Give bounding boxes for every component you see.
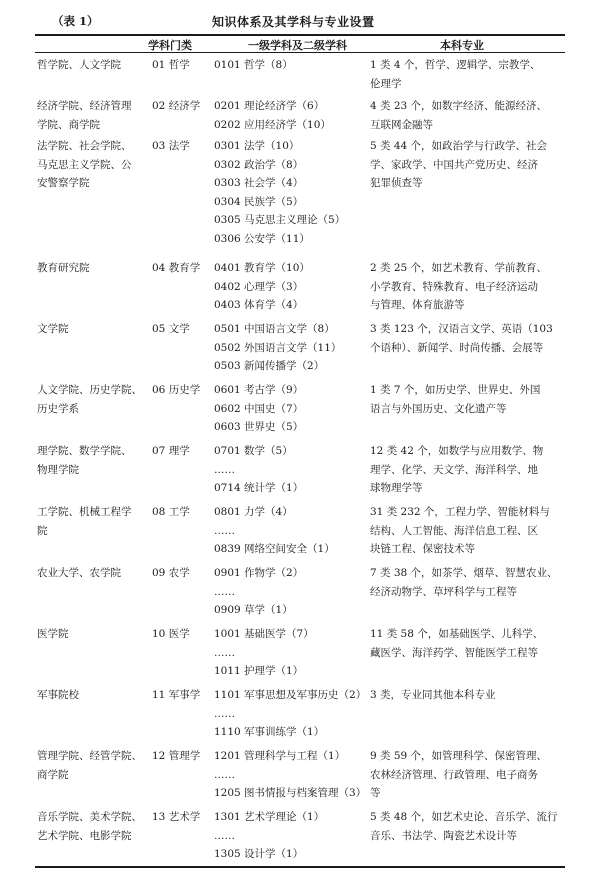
table-bottom-rule — [35, 866, 565, 868]
subjects-cell — [214, 259, 366, 315]
subjects-cell-line: 1110 军事训练学（1） — [214, 726, 325, 738]
subjects-cell-line: 0839 网络空间安全（1） — [214, 543, 335, 555]
majors-cell-line: 1 类 4 个，哲学、逻辑学、宗教学、 — [370, 59, 541, 71]
category-cell: 02 经济学 — [152, 100, 201, 112]
subjects-cell-line: 0502 外国语言文学（11） — [214, 341, 342, 354]
college-cell-line: 马克思主义学院、公 — [37, 158, 132, 171]
majors-cell — [370, 137, 563, 193]
subjects-cell-line: …… — [214, 829, 235, 842]
college-cell-line: 音乐学院、美术学院、 — [37, 811, 142, 823]
subjects-cell-line: 0305 马克思主义理论（5） — [214, 214, 346, 226]
college-cell — [37, 56, 145, 75]
subjects-cell-line: 0801 力学（4） — [214, 506, 293, 518]
category-cell: 10 医学 — [152, 628, 190, 640]
majors-cell-line: 4 类 23 个，如数字经济、能源经济、 — [370, 100, 548, 112]
majors-cell-line: 语言与外国历史、文化遗产等 — [370, 402, 507, 415]
subjects-cell-line: 0201 理论经济学（6） — [214, 100, 325, 112]
college-cell — [37, 625, 145, 644]
majors-cell-line: 3 类 123 个，汉语言文学、英语（103 — [370, 323, 553, 335]
category-cell: 01 哲学 — [152, 59, 190, 71]
majors-cell-line: 理学、化学、天文学、海洋科学、地 — [370, 463, 538, 476]
category-cell: 09 农学 — [152, 567, 190, 579]
majors-cell-line: 农林经济管理、行政管理、电子商务 — [370, 768, 538, 781]
table-header-rule — [35, 52, 565, 53]
majors-cell-line: 结构、人工智能、海洋信息工程、区 — [370, 524, 538, 537]
majors-cell-line: 11 类 58 个，如基础医学、儿科学、 — [370, 628, 544, 640]
majors-cell-line: 31 类 232 个，工程力学、智能材料与 — [370, 506, 550, 518]
majors-cell — [370, 97, 563, 134]
subjects-cell — [214, 747, 366, 803]
majors-cell-line: 2 类 25 个，如艺术教育、学前教育、 — [370, 262, 548, 274]
subjects-cell — [214, 137, 366, 248]
majors-cell — [370, 686, 563, 705]
college-cell — [37, 259, 145, 278]
college-cell — [37, 442, 145, 479]
college-cell-line: 经济学院、经济管理 — [37, 100, 132, 112]
subjects-cell-line: 1201 管理科学与工程（1） — [214, 750, 346, 762]
subjects-cell-line: 0909 草学（1） — [214, 604, 293, 616]
header-category: 学科门类 — [148, 39, 192, 52]
majors-cell-line: 与管理、体育旅游等 — [370, 299, 465, 311]
college-cell — [37, 686, 145, 705]
majors-cell — [370, 320, 563, 357]
majors-cell-line: 犯罪侦查等 — [370, 177, 423, 189]
majors-cell-line: 小学教育、特殊教育、电子经济运动 — [370, 280, 538, 293]
college-cell — [37, 320, 145, 339]
category-cell: 04 教育学 — [152, 262, 201, 274]
majors-cell-line: 5 类 48 个，如艺术史论、音乐学、流行 — [370, 811, 558, 823]
college-cell-line: 艺术学院、电影学院 — [37, 829, 132, 842]
majors-cell-line: 3 类，专业同其他本科专业 — [370, 689, 496, 701]
college-cell — [37, 137, 145, 193]
header-majors: 本科专业 — [440, 39, 484, 52]
majors-cell — [370, 56, 563, 93]
college-cell-line: 理学院、数学学院、 — [37, 445, 132, 457]
subjects-cell-line: 1305 设计学（1） — [214, 848, 304, 860]
subjects-cell — [214, 564, 366, 620]
college-cell-line: 历史学系 — [37, 402, 79, 415]
college-cell-line: 学院、商学院 — [37, 118, 100, 131]
table-header — [0, 36, 600, 52]
college-cell-line: 医学院 — [37, 628, 69, 640]
category-cell: 12 管理学 — [152, 750, 201, 762]
college-cell-line: 安警察学院 — [37, 177, 90, 189]
subjects-cell — [214, 625, 366, 681]
subjects-cell — [214, 686, 366, 742]
college-cell-line: 院 — [37, 524, 48, 537]
subjects-cell — [214, 442, 366, 498]
college-cell — [37, 381, 145, 418]
subjects-cell-line: 0306 公安学（11） — [214, 232, 310, 245]
majors-cell — [370, 442, 563, 498]
category-cell: 05 文学 — [152, 323, 190, 335]
majors-cell — [370, 564, 563, 601]
college-cell — [37, 97, 145, 134]
subjects-cell-line: 0202 应用经济学（10） — [214, 118, 331, 131]
subjects-cell-line: 0501 中国语言文学（8） — [214, 323, 335, 335]
subjects-cell — [214, 808, 366, 864]
college-cell-line: 农业大学、农学院 — [37, 567, 121, 579]
subjects-cell-line: …… — [214, 768, 235, 781]
majors-cell-line: 藏医学、海洋药学、智能医学工程等 — [370, 646, 538, 659]
subjects-cell-line: 1011 护理学（1） — [214, 665, 304, 677]
subjects-cell-line: …… — [214, 463, 235, 476]
college-cell-line: 军事院校 — [37, 689, 79, 701]
table-label: （表 1） — [52, 14, 99, 28]
majors-cell-line: 7 类 38 个，如茶学、烟草、智慧农业、 — [370, 567, 558, 579]
subjects-cell-line: 1001 基础医学（7） — [214, 628, 314, 640]
subjects-cell — [214, 381, 366, 437]
category-cell: 06 历史学 — [152, 384, 201, 396]
majors-cell-line: 个语种）、新闻学、时尚传播、会展等 — [370, 341, 544, 354]
subjects-cell-line: …… — [214, 585, 235, 598]
college-cell-line: 管理学院、经管学院、 — [37, 750, 142, 762]
subjects-cell-line: 0714 统计学（1） — [214, 482, 304, 494]
subjects-cell-line: 0503 新闻传播学（2） — [214, 360, 325, 372]
subjects-cell-line: 0101 哲学（8） — [214, 59, 293, 71]
college-cell-line: 法学院、社会学院、 — [37, 140, 132, 152]
subjects-cell-line: 0601 考古学（9） — [214, 384, 304, 396]
category-cell: 07 理学 — [152, 445, 190, 457]
subjects-cell — [214, 97, 366, 134]
header-subjects: 一级学科及二级学科 — [248, 39, 347, 52]
college-cell-line: 物理学院 — [37, 463, 79, 476]
subjects-cell-line: 0301 法学（10） — [214, 140, 300, 152]
college-cell-line: 文学院 — [37, 323, 69, 335]
majors-cell-line: 12 类 42 个，如数学与应用数学、物 — [370, 445, 544, 457]
majors-cell-line: 块链工程、保密技术等 — [370, 543, 475, 555]
majors-cell-line: 9 类 59 个，如管理科学、保密管理、 — [370, 750, 548, 762]
subjects-cell-line: 0304 民族学（5） — [214, 195, 304, 208]
college-cell — [37, 747, 145, 784]
subjects-cell — [214, 56, 366, 75]
majors-cell — [370, 747, 563, 803]
majors-cell-line: 互联网金融等 — [370, 118, 433, 131]
majors-cell — [370, 808, 563, 845]
college-cell — [37, 503, 145, 540]
majors-cell-line: 1 类 7 个，如历史学、世界史、外国 — [370, 384, 541, 396]
subjects-cell-line: …… — [214, 707, 235, 720]
subjects-cell-line: 0402 心理学（3） — [214, 280, 304, 293]
subjects-cell-line: 1301 艺术学理论（1） — [214, 811, 325, 823]
category-cell: 08 工学 — [152, 506, 190, 518]
subjects-cell-line: 0302 政治学（8） — [214, 158, 304, 171]
college-cell — [37, 564, 145, 583]
table-title: 知识体系及其学科与专业设置 — [212, 15, 375, 29]
subjects-cell-line: 1101 军事思想及军事历史（2） — [214, 689, 367, 701]
category-cell: 03 法学 — [152, 140, 190, 152]
subjects-cell-line: 0901 作物学（2） — [214, 567, 304, 579]
subjects-cell-line: …… — [214, 646, 235, 659]
majors-cell-line: 等 — [370, 787, 381, 799]
college-cell-line: 教育研究院 — [37, 262, 90, 274]
subjects-cell-line: 0603 世界史（5） — [214, 421, 304, 433]
majors-cell-line: 音乐、书法学、陶瓷艺术设计等 — [370, 829, 517, 842]
subjects-cell-line: 0401 教育学（10） — [214, 262, 310, 274]
majors-cell — [370, 625, 563, 662]
majors-cell-line: 伦理学 — [370, 77, 402, 90]
category-cell: 13 艺术学 — [152, 811, 201, 823]
college-cell-line: 人文学院、历史学院、 — [37, 384, 142, 396]
subjects-cell-line: 1205 图书情报与档案管理（3） — [214, 787, 367, 799]
majors-cell — [370, 381, 563, 418]
subjects-cell-line: …… — [214, 524, 235, 537]
majors-cell — [370, 259, 563, 315]
college-cell-line: 哲学院、人文学院 — [37, 59, 121, 71]
category-cell: 11 军事学 — [152, 689, 201, 701]
majors-cell — [370, 503, 563, 559]
majors-cell-line: 经济动物学、草坪科学与工程等 — [370, 585, 517, 598]
subjects-cell-line: 0701 数学（5） — [214, 445, 293, 457]
subjects-cell — [214, 320, 366, 376]
college-cell-line: 工学院、机械工程学 — [37, 506, 132, 518]
subjects-cell-line: 0602 中国史（7） — [214, 402, 304, 415]
subjects-cell-line: 0303 社会学（4） — [214, 177, 304, 189]
table-caption — [0, 13, 600, 33]
majors-cell-line: 学、家政学、中国共产党历史、经济 — [370, 158, 538, 171]
subjects-cell — [214, 503, 366, 559]
college-cell-line: 商学院 — [37, 768, 69, 781]
majors-cell-line: 5 类 44 个，如政治学与行政学、社会 — [370, 140, 548, 152]
subjects-cell-line: 0403 体育学（4） — [214, 299, 304, 311]
majors-cell-line: 球物理学等 — [370, 482, 423, 494]
college-cell — [37, 808, 145, 845]
